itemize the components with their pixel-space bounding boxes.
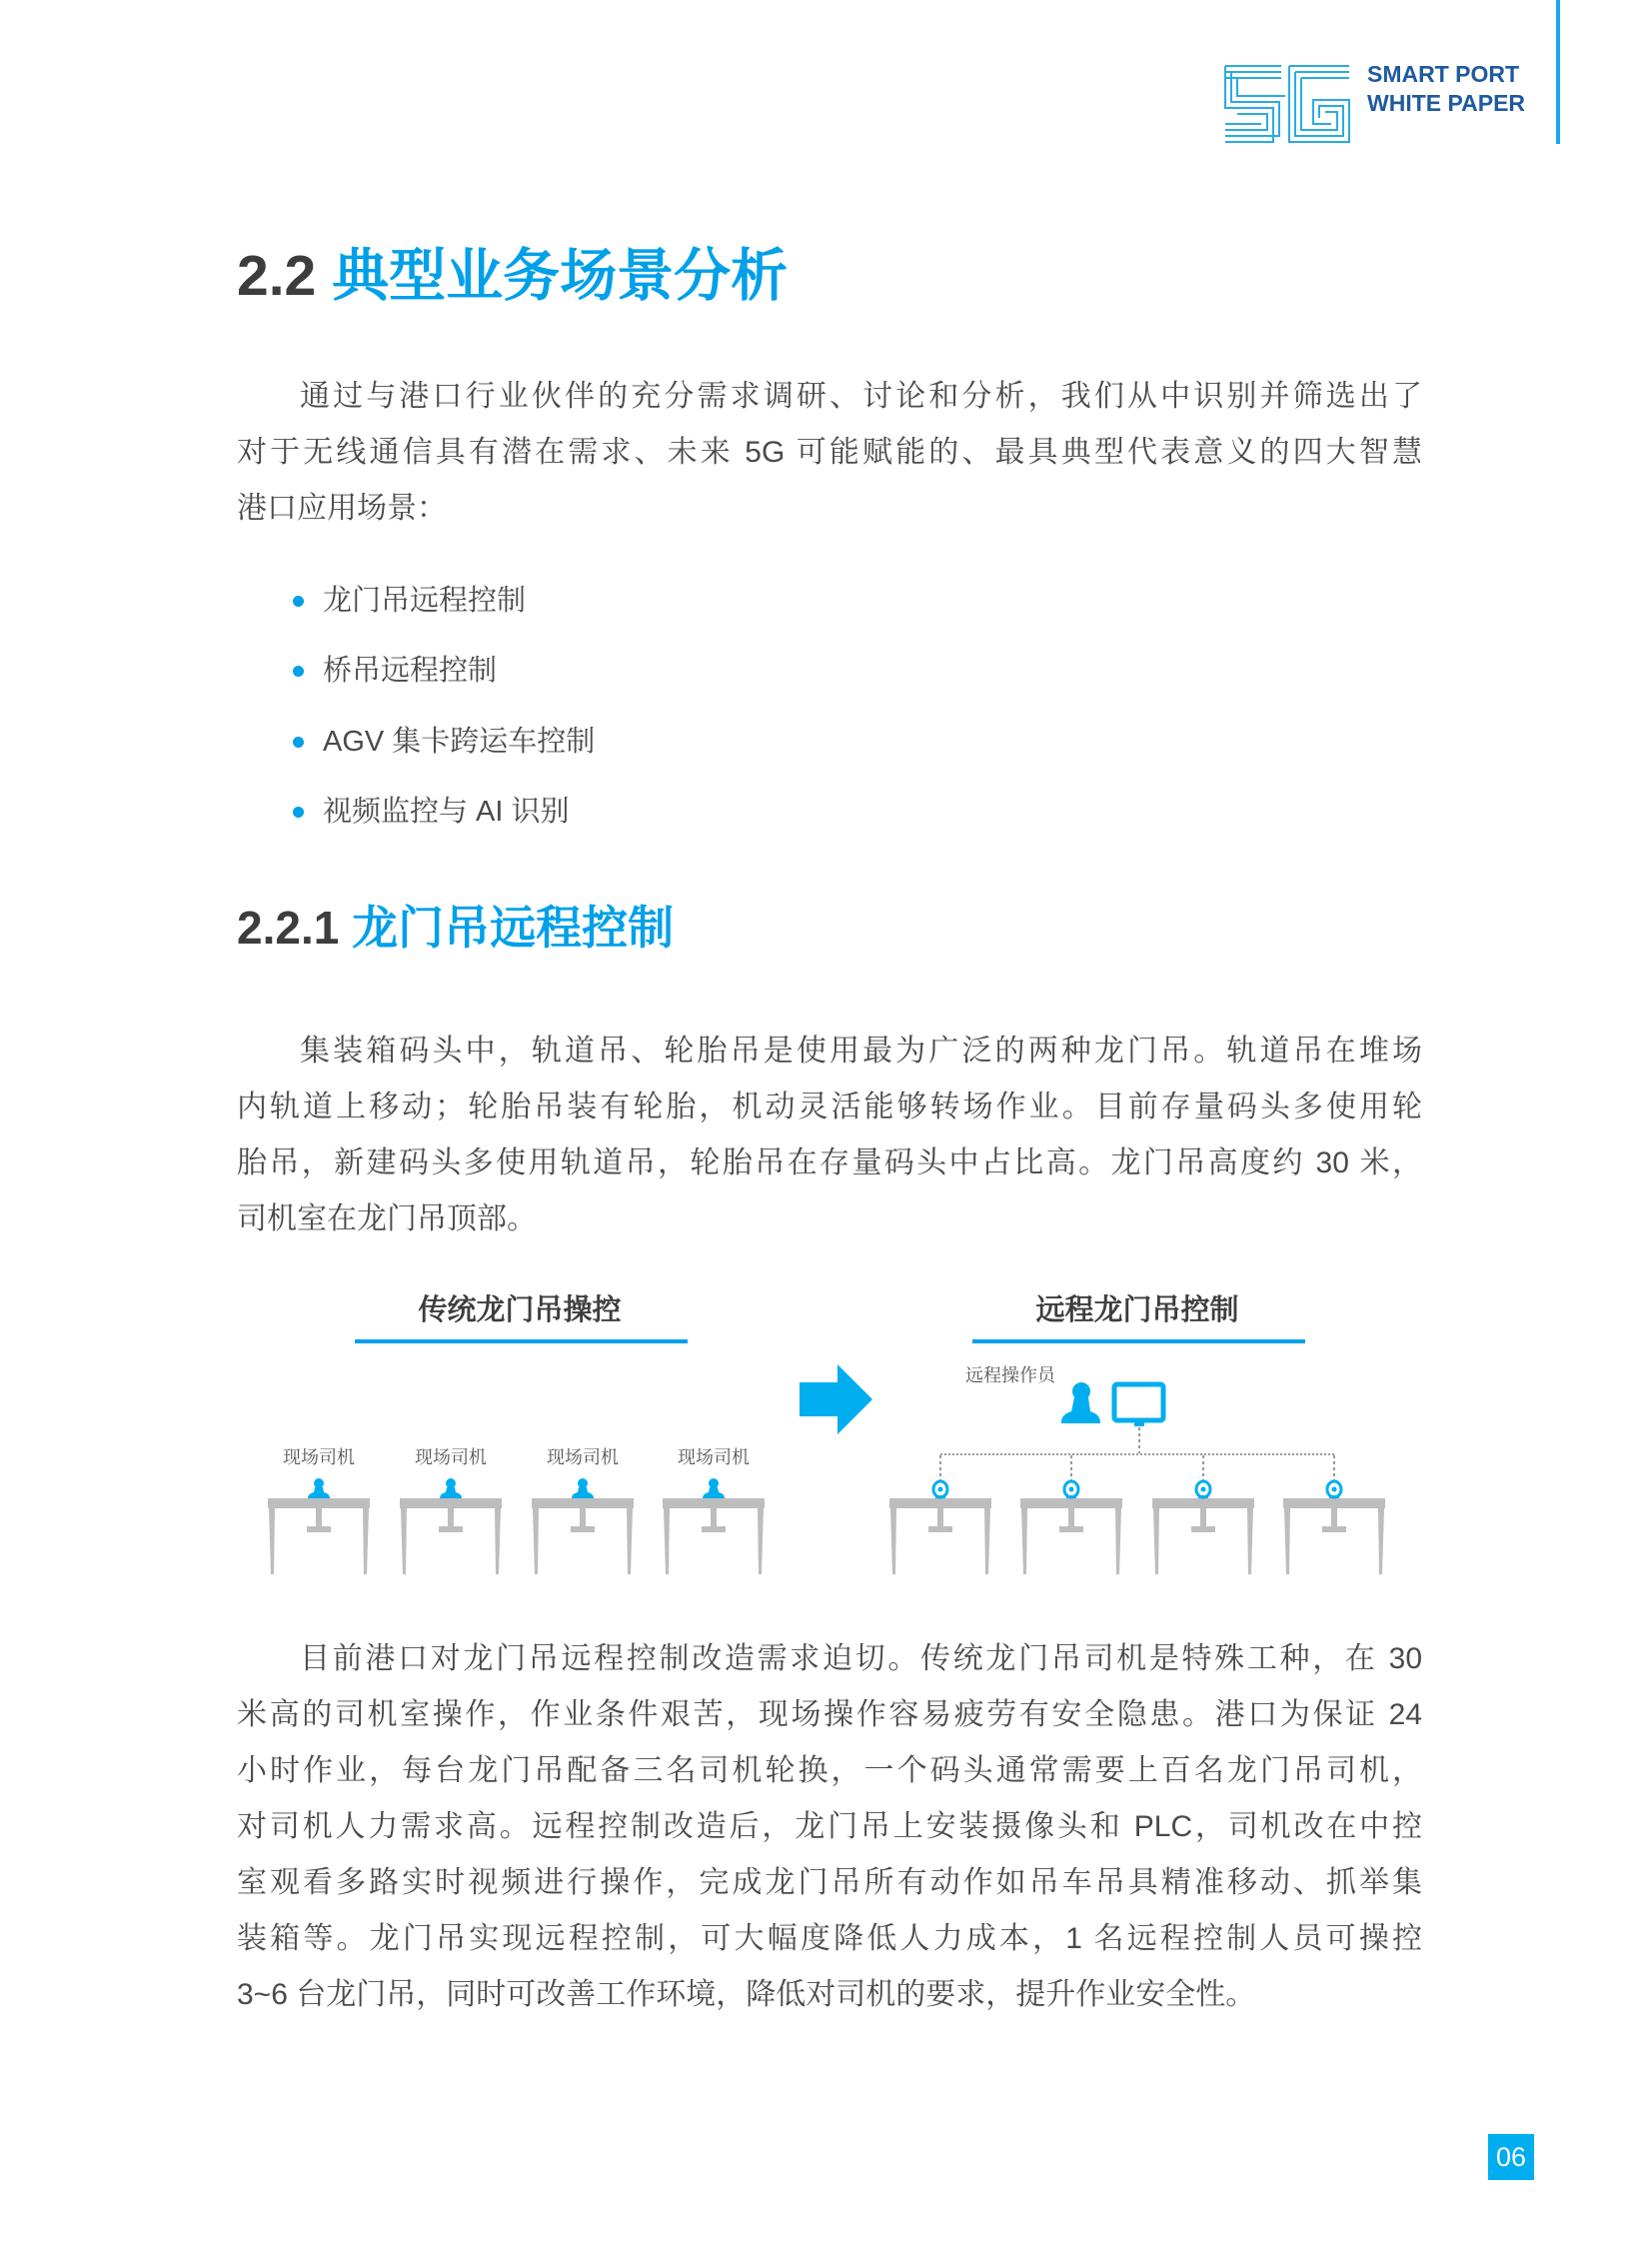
- header-divider: [1556, 0, 1560, 144]
- subsection-number: 2.2.1: [237, 902, 340, 954]
- brand-text: [1367, 60, 1525, 118]
- list-item: [323, 792, 570, 832]
- gantry-crane-icon: [532, 1478, 634, 1574]
- subsection-title: 龙门吊远程控制: [352, 902, 675, 954]
- paragraph-line: 司机室在龙门吊顶部。: [237, 1202, 537, 1235]
- driver-icon: [703, 1478, 725, 1498]
- brand-line-2: WHITE PAPER: [1367, 90, 1526, 116]
- section-title: 典型业务场景分析: [332, 244, 789, 308]
- driver-label: 现场司机: [678, 1447, 750, 1467]
- list-item: [323, 722, 595, 762]
- gantry-crane-icon: [400, 1478, 502, 1574]
- paragraph-line: 集装箱码头中，轨道吊、轮胎吊是使用最为广泛的两种龙门吊。轨道吊在堆场: [300, 1035, 1422, 1068]
- gantry-crane-icon: [1020, 1455, 1122, 1574]
- paragraph-line: 对于无线通信具有潜在需求、未来 5G 可能赋能的、最具典型代表意义的四大智慧: [237, 436, 1422, 469]
- operator-person-icon: [1061, 1382, 1100, 1423]
- driver-label: 现场司机: [283, 1447, 355, 1467]
- brand-line-1: SMART PORT: [1367, 61, 1520, 87]
- paragraph-line: 内轨道上移动；轮胎吊装有轮胎，机动灵活能够转场作业。目前存量码头多使用轮: [237, 1091, 1422, 1123]
- monitor-icon: [1114, 1384, 1163, 1426]
- driver-label: 现场司机: [415, 1447, 487, 1467]
- driver-icon: [572, 1478, 594, 1498]
- left-title-underline: [355, 1339, 688, 1343]
- paragraph-line: 港口应用场景：: [237, 492, 447, 525]
- paragraph-line: 胎吊，新建码头多使用轨道吊，轮胎吊在存量码头中占比高。龙门吊高度约 30 米，: [237, 1146, 1422, 1179]
- gantry-crane-icon: [268, 1478, 370, 1574]
- page-number: 06: [1488, 2134, 1534, 2180]
- list-item-text: 视频监控与 AI 识别: [323, 796, 570, 828]
- camera-icon: [933, 1455, 947, 1498]
- bullet-icon: [293, 807, 304, 818]
- list-item-text: 龙门吊远程控制: [323, 585, 527, 617]
- camera-icon: [1327, 1455, 1341, 1498]
- list-item-text: 桥吊远程控制: [323, 655, 498, 687]
- bullet-icon: [293, 737, 304, 748]
- left-diagram-title: 传统龙门吊操控: [418, 1294, 622, 1326]
- subsection-heading: [237, 892, 674, 958]
- gantry-crane-icon: [663, 1478, 765, 1574]
- right-title-underline: [972, 1339, 1305, 1343]
- paragraph-line: 小时作业，每台龙门吊配备三名司机轮换，一个码头通常需要上百名龙门吊司机，: [237, 1754, 1422, 1787]
- 5g-logo: [1223, 64, 1353, 144]
- gantry-crane-icon: [1152, 1455, 1254, 1574]
- gantry-row: [0, 1439, 1652, 1589]
- bullet-icon: [293, 596, 304, 607]
- paragraph-line: 米高的司机室操作，作业条件艰苦，现场操作容易疲劳有安全隐患。港口为保证 24: [237, 1698, 1422, 1731]
- driver-icon: [440, 1478, 462, 1498]
- paragraph-line: 通过与港口行业伙伴的充分需求调研、讨论和分析，我们从中识别并筛选出了: [300, 380, 1422, 413]
- arrow-right-icon: [800, 1364, 873, 1434]
- list-item: [323, 651, 497, 691]
- paragraph-line: 室观看多路实时视频进行操作，完成龙门吊所有动作如吊车吊具精准移动、抓举集: [237, 1866, 1422, 1899]
- section-heading: [237, 230, 788, 312]
- driver-icon: [308, 1478, 330, 1498]
- right-diagram-title: 远程龙门吊控制: [1035, 1294, 1239, 1326]
- paragraph-line: 装箱等。龙门吊实现远程控制，可大幅度降低人力成本，1 名远程控制人员可操控: [237, 1922, 1422, 1955]
- paragraph-line: 对司机人力需求高。远程控制改造后，龙门吊上安装摄像头和 PLC，司机改在中控: [237, 1810, 1422, 1843]
- list-item-text: AGV 集卡跨运车控制: [323, 726, 596, 758]
- paragraph-line: 3~6 台龙门吊，同时可改善工作环境，降低对司机的要求，提升作业安全性。: [237, 1978, 1256, 2011]
- bullet-icon: [293, 666, 304, 677]
- gantry-crane-icon: [1283, 1455, 1385, 1574]
- driver-label: 现场司机: [547, 1447, 619, 1467]
- operator-label: 远程操作员: [965, 1365, 1055, 1385]
- gantry-crane-icon: [889, 1455, 991, 1574]
- section-number: 2.2: [237, 244, 317, 308]
- camera-icon: [1064, 1455, 1078, 1498]
- paragraph-line: 目前港口对龙门吊远程控制改造需求迫切。传统龙门吊司机是特殊工种，在 30: [300, 1642, 1422, 1675]
- list-item: [323, 581, 526, 621]
- camera-icon: [1196, 1455, 1210, 1498]
